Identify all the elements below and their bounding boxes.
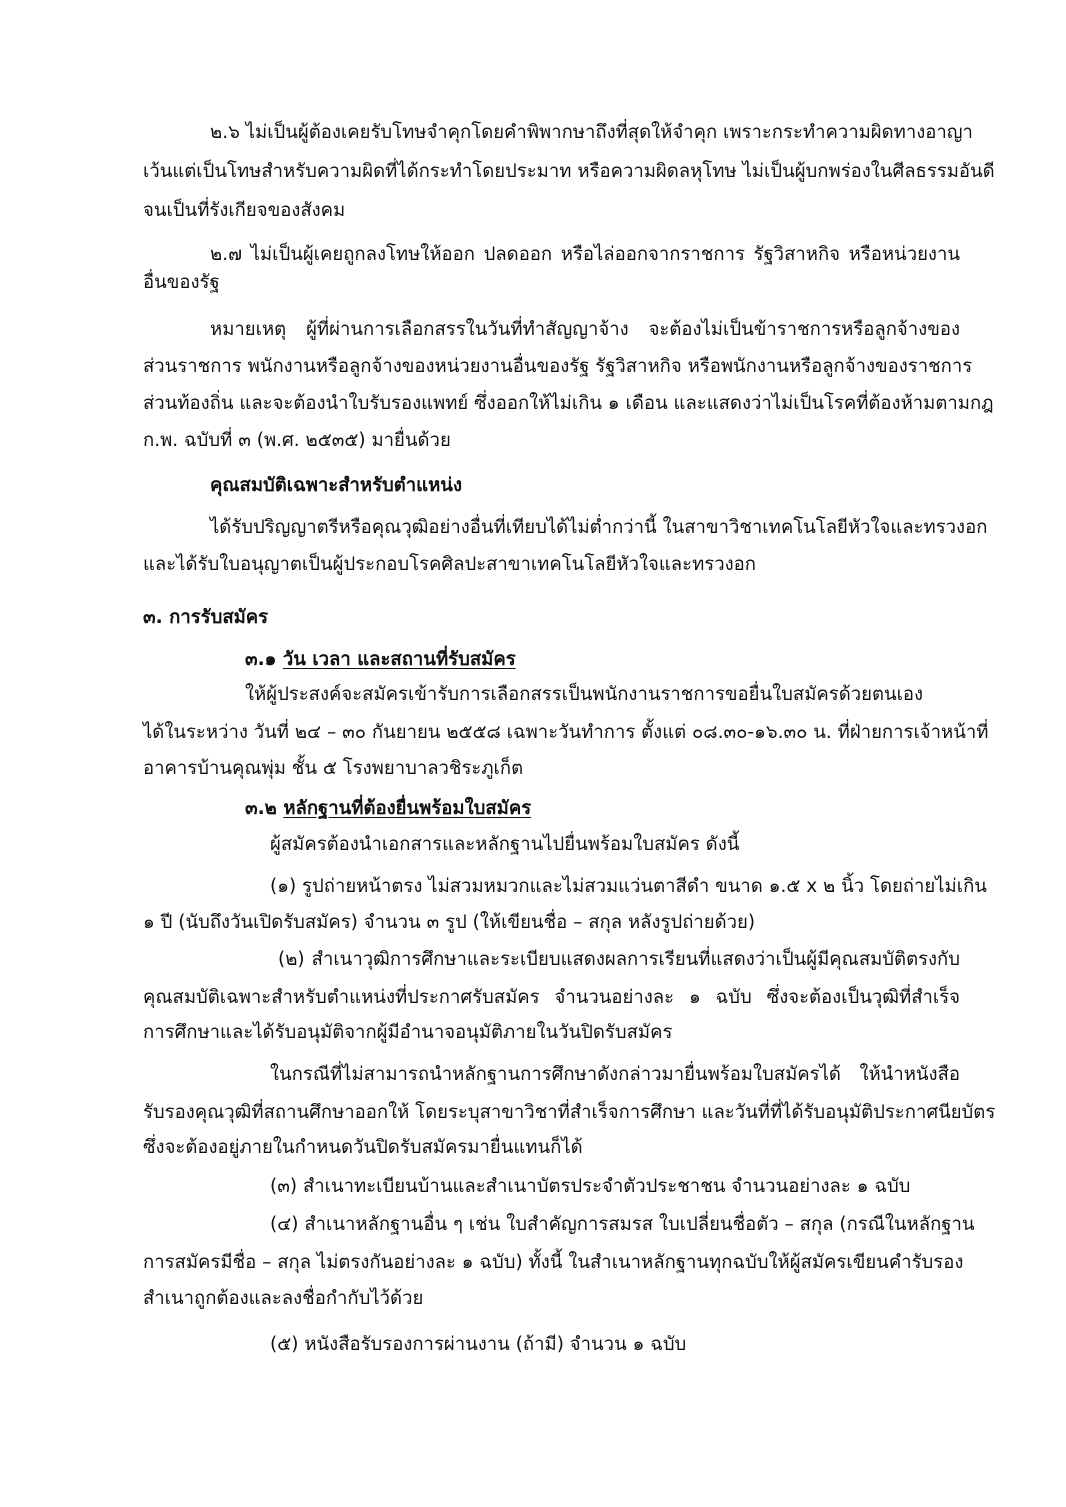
- section-3-2-item-2-line-1: (๒) สำเนาวุฒิการศึกษาและระเบียบแสดงผลการเรียนที่แสดงว่าเป็นผู้มีคุณสมบัติตรงกับ: [278, 949, 960, 970]
- section-3-2-title: หลักฐานที่ต้องยื่นพร้อมใบสมัคร: [283, 798, 532, 819]
- section-3-1-heading: [245, 645, 516, 675]
- section-3-1-number: ๓.๑: [245, 649, 277, 670]
- section-2-7-line-1: ๒.๗ ไม่เป็นผู้เคยถูกลงโทษให้ออก ปลดออก หรือไล่ออกจากราชการ รัฐวิสาหกิจ หรือหน่วยงาน: [210, 244, 960, 265]
- section-3-2-item-4-line-1: (๔) สำเนาหลักฐานอื่น ๆ เช่น ใบสำคัญการสมรส ใบเปลี่ยนชื่อตัว – สกุล (กรณีในหลักฐาน: [270, 1214, 975, 1235]
- specific-qualifications-line-2: และได้รับใบอนุญาตเป็นผู้ประกอบโรคศิลปะสาขาเทคโนโลยีหัวใจและทรวงอก: [143, 554, 756, 575]
- section-3-2-item-5: (๕) หนังสือรับรองการผ่านงาน (ถ้ามี) จำนวน ๑ ฉบับ: [270, 1334, 687, 1355]
- section-3-2-item-2-line-3: การศึกษาและได้รับอนุมัติจากผู้มีอำนาจอนุมัติภายในวันปิดรับสมัคร: [143, 1022, 673, 1043]
- section-2-6-line-1: ๒.๖ ไม่เป็นผู้ต้องเคยรับโทษจำคุกโดยคำพิพากษาถึงที่สุดให้จำคุก เพราะกระทำความผิดทางอาญา: [210, 122, 973, 143]
- section-3-1-line-3: อาคารบ้านคุณพุ่ม ชั้น ๕ โรงพยาบาลวชิระภูเก็ต: [143, 758, 524, 779]
- section-2-6-line-2: เว้นแต่เป็นโทษสำหรับความผิดที่ได้กระทำโดยประมาท หรือความผิดลหุโทษ ไม่เป็นผู้บกพร่องในศีลธรรมอันดี: [143, 161, 995, 182]
- section-3-2-intro: ผู้สมัครต้องนำเอกสารและหลักฐานไปยื่นพร้อมใบสมัคร ดังนี้: [270, 834, 740, 855]
- section-3-2-heading: [245, 794, 531, 824]
- section-3-1-line-1: ให้ผู้ประสงค์จะสมัครเข้ารับการเลือกสรรเป็นพนักงานราชการขอยื่นใบสมัครด้วยตนเอง: [245, 684, 924, 705]
- section-2-7-line-2: อื่นของรัฐ: [143, 272, 220, 293]
- section-3-2-item-1-line-1: (๑) รูปถ่ายหน้าตรง ไม่สวมหมวกและไม่สวมแว่นตาสีดำ ขนาด ๑.๕ x ๒ นิ้ว โดยถ่ายไม่เกิน: [270, 876, 987, 897]
- section-3-1-title: วัน เวลา และสถานที่รับสมัคร: [282, 649, 516, 670]
- section-3-2-case-line-3: ซึ่งจะต้องอยู่ภายในกำหนดวันปิดรับสมัครมายื่นแทนก็ได้: [143, 1137, 583, 1158]
- specific-qualifications-heading: คุณสมบัติเฉพาะสำหรับตำแหน่ง: [210, 475, 462, 496]
- section-3-2-case-line-1: ในกรณีที่ไม่สามารถนำหลักฐานการศึกษาดังกล่าวมายื่นพร้อมใบสมัครได้ ให้นำหนังสือ: [270, 1064, 960, 1085]
- section-3-2-item-4-line-3: สำเนาถูกต้องและลงชื่อกำกับไว้ด้วย: [143, 1288, 424, 1309]
- section-3-2-item-1-line-2: ๑ ปี (นับถึงวันเปิดรับสมัคร) จำนวน ๓ รูป (ให้เขียนชื่อ – สกุล หลังรูปถ่ายด้วย): [143, 912, 756, 933]
- section-3-2-case-line-2: รับรองคุณวุฒิที่สถานศึกษาออกให้ โดยระบุสาขาวิชาที่สำเร็จการศึกษา และวันที่ที่ได้รับอนุมัติประกาศนียบัตร: [143, 1102, 996, 1123]
- section-3-2-item-3: (๓) สำเนาทะเบียนบ้านและสำเนาบัตรประจำตัวประชาชน จำนวนอย่างละ ๑ ฉบับ: [270, 1176, 911, 1197]
- section-3-1-line-2: ได้ในระหว่าง วันที่ ๒๔ – ๓๐ กันยายน ๒๕๕๘ เฉพาะวันทำการ ตั้งแต่ ๐๘.๓๐-๑๖.๓๐ น. ที่ฝ่ายการเจ้าหน้าที่: [143, 722, 989, 743]
- section-3-2-item-2-line-2: คุณสมบัติเฉพาะสำหรับตำแหน่งที่ประกาศรับสมัคร จำนวนอย่างละ ๑ ฉบับ ซึ่งจะต้องเป็นวุฒิที่สำเร็จ: [143, 987, 960, 1008]
- note-line-4: ก.พ. ฉบับที่ ๓ (พ.ศ. ๒๕๓๕) มายื่นด้วย: [143, 430, 451, 451]
- note-line-1: หมายเหตุ ผู้ที่ผ่านการเลือกสรรในวันที่ทำสัญญาจ้าง จะต้องไม่เป็นข้าราชการหรือลูกจ้างของ: [210, 319, 960, 340]
- section-3-2-number: ๓.๒: [245, 798, 277, 819]
- note-line-3: ส่วนท้องถิ่น และจะต้องนำใบรับรองแพทย์ ซึ่งออกให้ไม่เกิน ๑ เดือน และแสดงว่าไม่เป็นโรคที่ต้องห้ามตามกฎ: [143, 393, 994, 414]
- section-2-6-line-3: จนเป็นที่รังเกียจของสังคม: [143, 200, 346, 221]
- section-3-heading: ๓. การรับสมัคร: [143, 607, 269, 628]
- specific-qualifications-line-1: ได้รับปริญญาตรีหรือคุณวุฒิอย่างอื่นที่เทียบได้ไม่ต่ำกว่านี้ ในสาขาวิชาเทคโนโลยีหัวใจและทรวงอก: [210, 517, 988, 538]
- section-3-2-item-4-line-2: การสมัครมีชื่อ – สกุล ไม่ตรงกันอย่างละ ๑ ฉบับ) ทั้งนี้ ในสำเนาหลักฐานทุกฉบับให้ผู้สมัครเขียนคำรับรอง: [143, 1252, 964, 1273]
- note-line-2: ส่วนราชการ พนักงานหรือลูกจ้างของหน่วยงานอื่นของรัฐ รัฐวิสาหกิจ หรือพนักงานหรือลูกจ้างของราชการ: [143, 356, 973, 377]
